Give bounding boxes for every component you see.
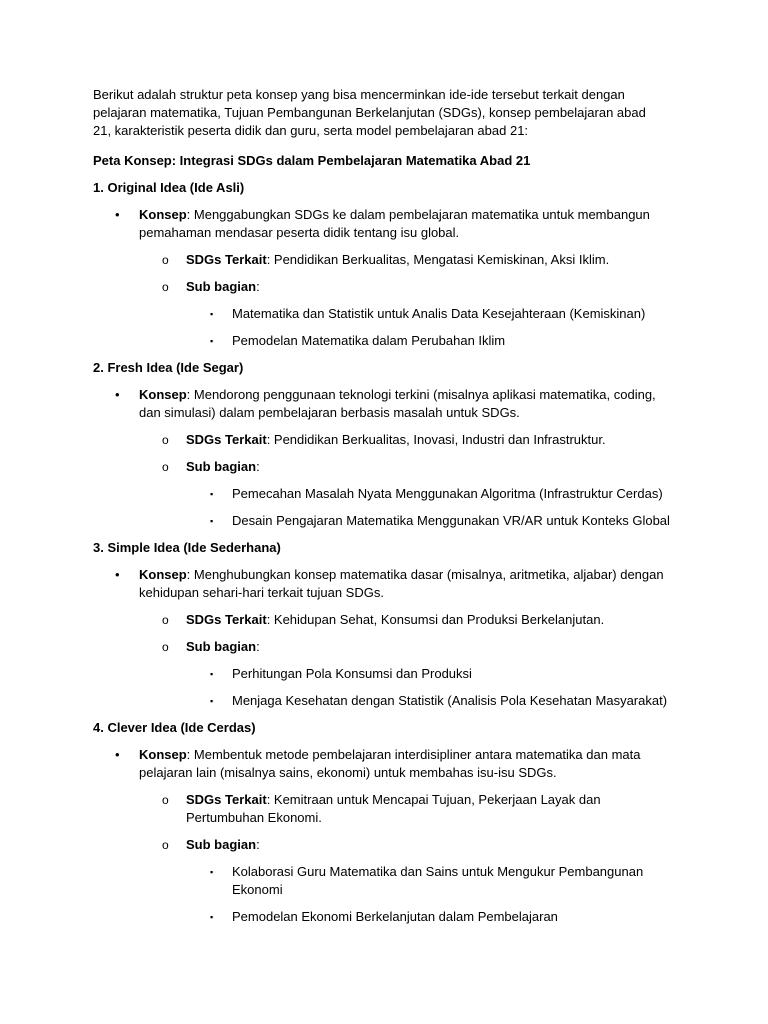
sections-container [93,179,678,926]
bullet-circle-icon: o [162,460,169,474]
bullet-square-icon: ▪ [210,696,214,706]
sub-bagian-list-item [210,863,672,899]
sdgs-item [162,611,671,629]
bullet-disc-icon: • [115,207,120,222]
bullet-square-icon: ▪ [210,867,214,877]
sub-bagian-list-item [210,665,672,683]
konsep-label: Konsep [139,387,187,402]
sub-bagian-text: Desain Pengajaran Matematika Menggunakan VR/AR untuk Konteks Global [232,513,670,528]
sub-bagian-item [162,638,671,656]
bullet-disc-icon: • [115,387,120,402]
konsep-item [115,386,665,422]
konsep-label: Konsep [139,207,187,222]
sub-bagian-label: Sub bagian [186,279,257,294]
sub-bagian-text: Menjaga Kesehatan dengan Statistik (Analisis Pola Kesehatan Masyarakat) [232,693,668,708]
konsep-text: : Menggabungkan SDGs ke dalam pembelajaran matematika untuk membangun pemahaman mendasar peserta didik tentang isu global. [139,207,650,240]
konsep-text: : Mendorong penggunaan teknologi terkini (misalnya aplikasi matematika, coding, dan simulasi) dalam pembelajaran berbasis masalah untuk SDGs. [139,387,656,420]
sdgs-text: : Kemitraan untuk Mencapai Tujuan, Pekerjaan Layak dan Pertumbuhan Ekonomi. [186,792,601,825]
bullet-circle-icon: o [162,613,169,627]
bullet-circle-icon: o [162,280,169,294]
sdgs-item [162,791,671,827]
section-title: 2. Fresh Idea (Ide Segar) [93,360,244,375]
sdgs-text: : Kehidupan Sehat, Konsumsi dan Produksi Berkelanjutan. [266,612,605,627]
bullet-disc-icon: • [115,567,120,582]
sub-bagian-text: Pemodelan Matematika dalam Perubahan Iklim [232,333,506,348]
bullet-square-icon: ▪ [210,489,214,499]
sdgs-label: SDGs Terkait [186,612,267,627]
sub-bagian-item [162,458,671,476]
sdgs-label: SDGs Terkait [186,252,267,267]
sub-bagian-text: Matematika dan Statistik untuk Analis Data Kesejahteraan (Kemiskinan) [232,306,646,321]
sub-bagian-colon: : [256,279,260,294]
bullet-circle-icon: o [162,433,169,447]
konsep-item [115,566,665,602]
konsep-text: : Membentuk metode pembelajaran interdisipliner antara matematika dan mata pelajaran lain (misalnya sains, ekonomi) untuk membahas isu-isu SDGs. [139,747,641,780]
bullet-square-icon: ▪ [210,516,214,526]
sdgs-label: SDGs Terkait [186,792,267,807]
konsep-label: Konsep [139,747,187,762]
section-4 [93,719,678,926]
section-3 [93,539,678,710]
sub-bagian-text: Pemecahan Masalah Nyata Menggunakan Algoritma (Infrastruktur Cerdas) [232,486,663,501]
section-2 [93,359,678,530]
sub-bagian-list-item [210,332,672,350]
section-title: 4. Clever Idea (Ide Cerdas) [93,720,256,735]
sub-bagian-label: Sub bagian [186,837,257,852]
sub-bagian-list-item [210,692,672,710]
konsep-label: Konsep [139,567,187,582]
document-title: Peta Konsep: Integrasi SDGs dalam Pembelajaran Matematika Abad 21 [93,153,531,168]
section-title: 1. Original Idea (Ide Asli) [93,180,245,195]
bullet-circle-icon: o [162,253,169,267]
sub-bagian-colon: : [256,837,260,852]
sub-bagian-text: Kolaborasi Guru Matematika dan Sains untuk Mengukur Pembangunan Ekonomi [232,864,644,897]
sdgs-item [162,251,671,269]
bullet-square-icon: ▪ [210,336,214,346]
sub-bagian-text: Pemodelan Ekonomi Berkelanjutan dalam Pembelajaran [232,909,558,924]
sub-bagian-list-item [210,305,672,323]
sub-bagian-label: Sub bagian [186,639,257,654]
bullet-square-icon: ▪ [210,669,214,679]
bullet-square-icon: ▪ [210,912,214,922]
sub-bagian-item [162,836,671,854]
sub-bagian-text: Perhitungan Pola Konsumsi dan Produksi [232,666,472,681]
bullet-circle-icon: o [162,640,169,654]
konsep-item [115,206,665,242]
konsep-item [115,746,665,782]
sub-bagian-colon: : [256,639,260,654]
sub-bagian-list-item [210,908,672,926]
konsep-text: : Menghubungkan konsep matematika dasar (misalnya, aritmetika, aljabar) dengan kehidupan sehari-hari terkait tujuan SDGs. [139,567,664,600]
bullet-square-icon: ▪ [210,309,214,319]
sub-bagian-label: Sub bagian [186,459,257,474]
sdgs-item [162,431,671,449]
bullet-circle-icon: o [162,838,169,852]
sdgs-text: : Pendidikan Berkualitas, Mengatasi Kemiskinan, Aksi Iklim. [266,252,610,267]
sub-bagian-colon: : [256,459,260,474]
bullet-circle-icon: o [162,793,169,807]
section-1 [93,179,678,350]
bullet-disc-icon: • [115,747,120,762]
intro-paragraph: Berikut adalah struktur peta konsep yang bisa mencerminkan ide-ide tersebut terkait dengan pelajaran matematika, Tujuan Pembangunan Berkelanjutan (SDGs), konsep pembelajaran abad 21, karakteristik peserta didik dan guru, serta model pembelajaran abad 21: [93,87,646,138]
sub-bagian-item [162,278,671,296]
sub-bagian-list-item [210,512,672,530]
section-title: 3. Simple Idea (Ide Sederhana) [93,540,281,555]
sub-bagian-list-item [210,485,672,503]
sdgs-label: SDGs Terkait [186,432,267,447]
sdgs-text: : Pendidikan Berkualitas, Inovasi, Industri dan Infrastruktur. [266,432,606,447]
